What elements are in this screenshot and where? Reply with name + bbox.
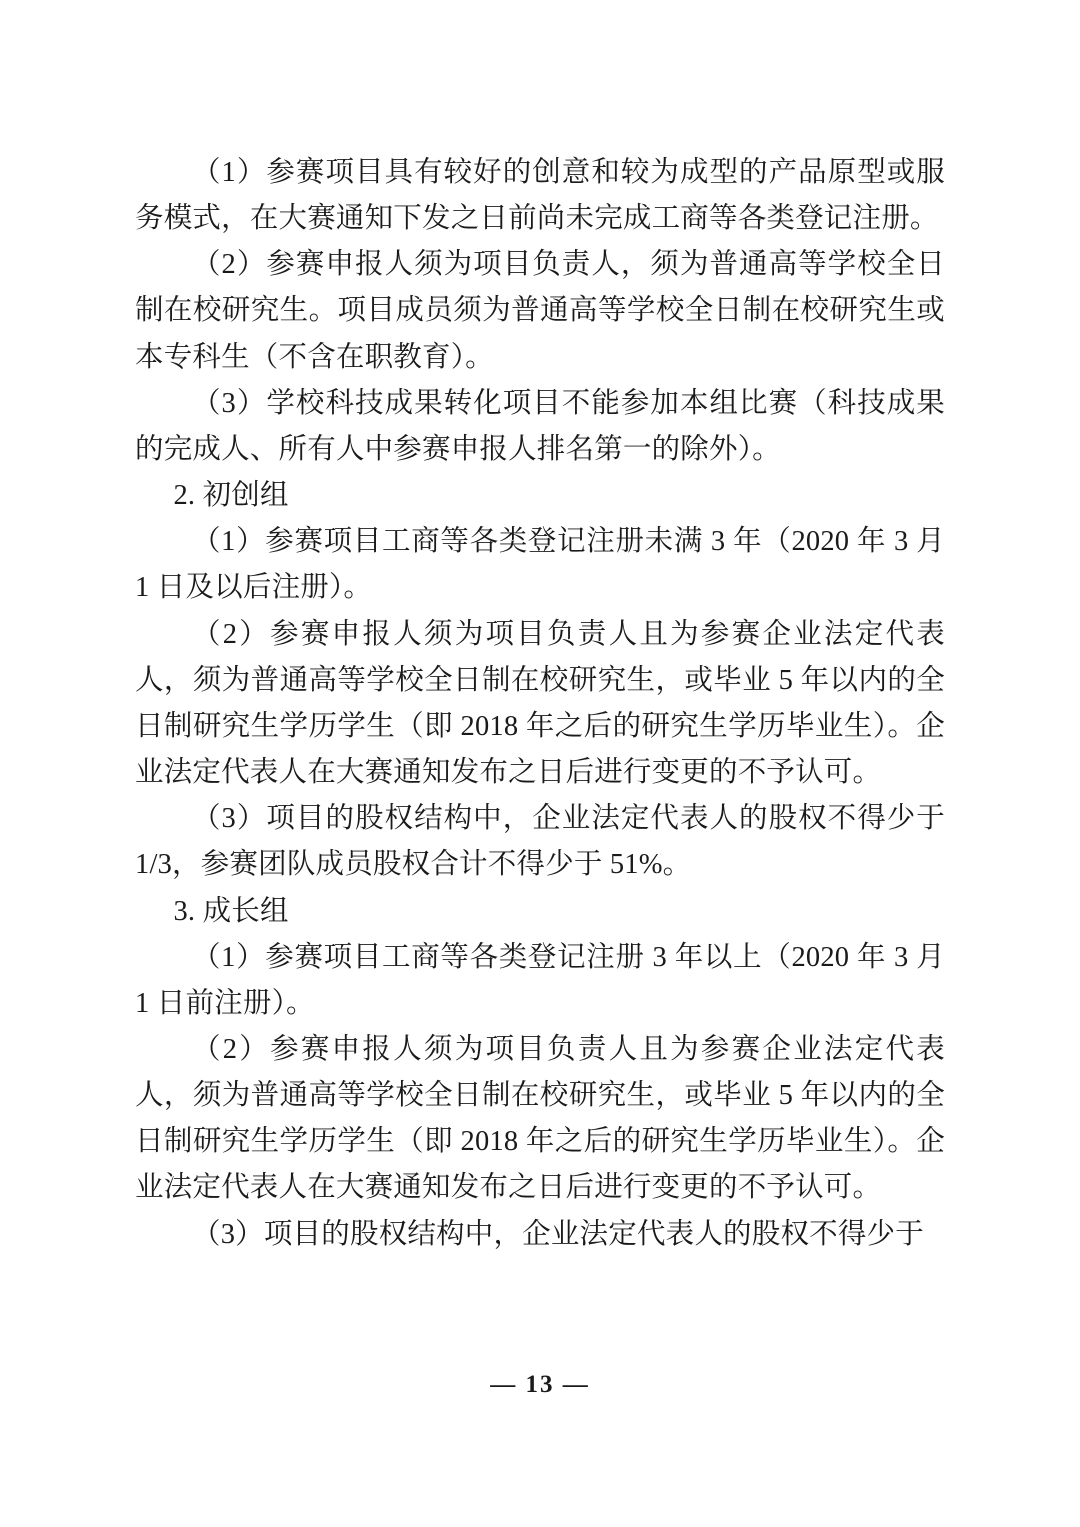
paragraph-rule-1-3: （3）学校科技成果转化项目不能参加本组比赛（科技成果的完成人、所有人中参赛申报人排名第一的除外）。 [135, 387, 945, 465]
paragraph-rule-2-2: （2）参赛申报人须为项目负责人且为参赛企业法定代表人，须为普通高等学校全日制在校研究生，或毕业 5 年以内的全日制研究生学历学生（即 2018 年之后的研究生学历毕业生）。企业法定代表人在大赛通知发布之日后进行变更的不予认可。 [135, 618, 945, 789]
paragraph-rule-3-3: （3）项目的股权结构中，企业法定代表人的股权不得少于 [192, 1218, 924, 1250]
paragraph-rule-3-1: （1）参赛项目工商等各类登记注册 3 年以上（2020 年 3 月 1 日前注册）。 [135, 941, 945, 1019]
paragraph-rule-2-1: （1）参赛项目工商等各类登记注册未满 3 年（2020 年 3 月 1 日及以后注册）。 [135, 526, 945, 604]
paragraph-rule-1-1: （1）参赛项目具有较好的创意和较为成型的产品原型或服务模式，在大赛通知下发之日前尚未完成工商等各类登记注册。 [135, 157, 945, 235]
page-number: — 13 — [490, 1371, 590, 1398]
heading-growth-group: 3. 成长组 [173, 895, 289, 927]
document-body [135, 150, 945, 1258]
paragraph-rule-3-2: （2）参赛申报人须为项目负责人且为参赛企业法定代表人，须为普通高等学校全日制在校研究生，或毕业 5 年以内的全日制研究生学历学生（即 2018 年之后的研究生学历毕业生）。企业法定代表人在大赛通知发布之日后进行变更的不予认可。 [135, 1033, 945, 1204]
heading-startup-group: 2. 初创组 [173, 480, 289, 512]
paragraph-rule-2-3: （3）项目的股权结构中，企业法定代表人的股权不得少于 1/3，参赛团队成员股权合计不得少于 51%。 [135, 803, 945, 881]
paragraph-rule-1-2: （2）参赛申报人须为项目负责人，须为普通高等学校全日制在校研究生。项目成员须为普通高等学校全日制在校研究生或本专科生（不含在职教育）。 [135, 249, 945, 373]
